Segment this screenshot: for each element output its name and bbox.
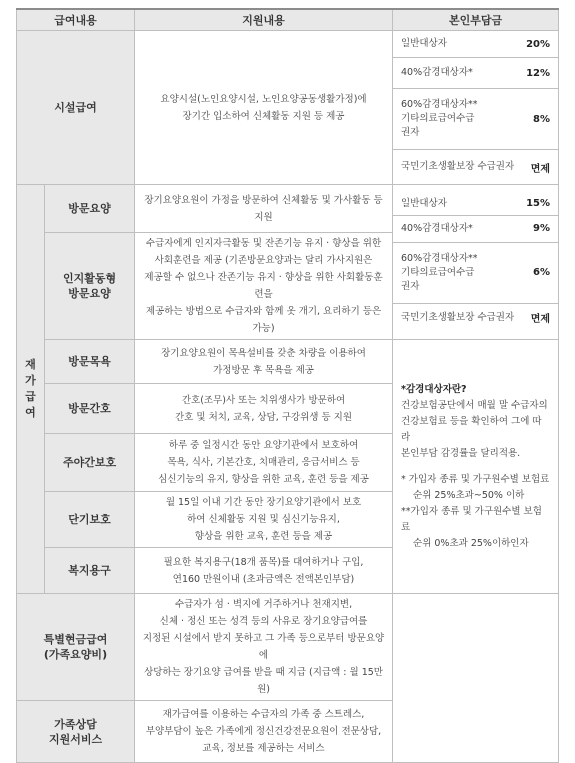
welfare-label: 복지용구 [45,548,135,594]
footnote-line: 순위 0%초과 25%이하인자 [413,537,529,549]
benefits-table [16,8,559,763]
cost-row [393,216,558,243]
desc-line: 교육, 정보를 제공하는 서비스 [202,743,325,754]
desc-line: 심신기능의 유지, 향상을 위한 교육, 훈련 등을 제공 [158,474,369,485]
desc-line: 제공하는 방법으로 수급자와 함께 옷 개기, 요리하기 등은 가능) [145,306,382,334]
empty-cost-cell [393,594,559,763]
label-line: 가족상담 [54,717,97,731]
vlabel-char: 급 [25,390,36,403]
cost-value: 12% [526,67,551,79]
desc-line: 간호 및 처치, 교육, 상담, 구강위생 등 지원 [175,411,353,423]
cost-row [393,304,558,332]
cost-label: 일반대상자 [401,197,447,209]
desc-line: 수급자에게 인지자극활동 및 잔존기능 유지 · 향상을 위한 [145,238,382,249]
special-label [17,594,135,701]
header-copay: 본인부담금 [393,9,559,31]
desc-line: 부양부담이 높은 가족에게 정신건강전문요원이 전문상담, [145,726,382,737]
cost-value: 9% [533,223,551,234]
cost-row [393,89,558,150]
cost-value: 면제 [530,163,551,175]
cost-label: 60%감경대상자** 기타의료급여수급 권자 [401,252,478,292]
cost-row [393,150,558,184]
desc-line: 목욕, 식사, 기본간호, 치매관리, 응급서비스 등 [167,457,360,468]
cost-label: 40%감경대상자* [401,222,473,234]
facility-desc [135,31,393,185]
footnote-line: 순위 25%초과~50% 이하 [413,489,525,501]
vlabel-char: 여 [25,406,36,419]
daynight-label: 주야간보호 [45,434,135,492]
label-line: (가족요양비) [43,648,108,661]
special-row [17,594,559,701]
family-label [17,701,135,763]
label-line: 특별현금급여 [43,633,108,646]
cost-label: 국민기초생활보장 수급권자 [401,311,515,323]
desc-line: 지정된 시설에서 받지 못하고 그 가족 등으로부터 방문요양에 [142,633,385,661]
cost-label: 일반대상자 [401,38,447,49]
desc-line: 향상을 위한 교육, 훈련 등을 제공 [194,531,333,542]
desc-line: 간호(조무)사 또는 치위생사가 방문하여 [181,394,346,406]
header-row [17,9,559,31]
vlabel-char: 가 [25,374,36,387]
label-line: 방문요양 [68,287,111,300]
cost-label: 국민기초생활보장 수급권자 [401,161,515,172]
special-desc [135,594,393,701]
desc-line: 상당하는 장기요양 급여를 받을 때 지급 (지급액 : 월 15만원) [144,667,383,695]
visit-care-label: 방문요양 [45,185,135,233]
cost-value: 6% [533,267,551,278]
bath-label: 방문목욕 [45,340,135,384]
reduction-note [393,340,559,594]
home-care-label [17,185,45,594]
vlabel-char: 재 [25,358,36,371]
desc-line: 월 15일 이내 기간 동안 장기요양기관에서 보호 [165,497,362,508]
desc-line: 요양시설(노인요양시설, 노인요양공동생활가정)에 [160,93,367,105]
nursing-label: 방문간호 [45,384,135,434]
header-support: 지원내용 [135,9,393,31]
nursing-desc [135,384,393,434]
desc-line: 수급자가 섬 · 벽지에 거주하거나 천재지변, [174,599,353,610]
desc-line: 연160 만원이내 (초과금액은 전액본인부담) [172,573,355,585]
cognitive-desc [135,233,393,340]
desc-line: 장기요양요원이 목욕설비를 갖춘 차량을 이용하여 [161,347,366,359]
desc-line: 필요한 복지용구(18개 품목)를 대여하거나 구입, [163,556,364,568]
facility-costs [393,31,559,185]
note-line: 건강보험공단에서 매월 말 수급자의 [401,399,548,411]
bath-desc [135,340,393,384]
cost-value: 8% [533,113,551,125]
welfare-desc [135,548,393,594]
facility-label: 시설급여 [17,31,135,185]
desc-line: 하여 신체활동 지원 및 심신기능유지, [187,514,340,525]
facility-row [17,31,559,185]
footnote-line: **가입자 종류 및 가구원수별 보험료 [401,505,542,533]
shortterm-label: 단기보호 [45,492,135,548]
family-desc [135,701,393,763]
cost-row [393,31,558,58]
desc-line: 재가급여를 이용하는 수급자의 가족 중 스트레스, [162,709,365,720]
cost-label: 40%감경대상자* [401,67,473,78]
note-line: 건강보험료 등을 확인하여 그에 따라 [401,415,542,443]
cost-row [393,243,558,304]
header-benefit: 급여내용 [17,9,135,31]
footnote-line: * 가입자 종류 및 가구원수별 보험료 [401,473,550,485]
benefits-table-wrapper [16,8,558,763]
desc-line: 장기간 입소하여 신체활동 지원 등 제공 [182,110,345,122]
label-line: 인지활동형 [62,272,117,285]
visit-care-row [17,185,559,233]
visit-care-desc: 장기요양요원이 가정을 방문하여 신체활동 및 가사활동 등 지원 [135,185,393,233]
cost-label: 60%감경대상자** 기타의료급여수급 권자 [401,99,478,138]
cost-row [393,193,558,216]
shortterm-desc [135,492,393,548]
desc-line: 가정방문 후 목욕을 제공 [213,364,314,376]
desc-line: 제공할 수 없으나 잔존기능 유지 · 향상을 위한 사회활동훈련을 [144,272,383,300]
bath-row [17,340,559,384]
cost-value: 15% [526,198,551,209]
desc-line: 신체 · 정신 또는 성격 등의 사유로 장기요양급여를 [159,616,368,627]
desc-line: 하루 중 일정시간 동안 요양기관에서 보호하여 [168,440,359,451]
cost-value: 면제 [530,314,551,325]
note-title: *감경대상자란? [401,383,467,395]
cost-row [393,58,558,89]
label-line: 지원서비스 [48,732,103,746]
cost-value: 20% [526,38,551,50]
home-costs [393,185,559,340]
note-line: 본인부담 감경률을 달리적용. [401,447,521,459]
daynight-desc [135,434,393,492]
desc-line: 사회훈련을 제공 (기존방문요양과는 달리 가사지원은 [154,255,373,266]
cognitive-label [45,233,135,340]
